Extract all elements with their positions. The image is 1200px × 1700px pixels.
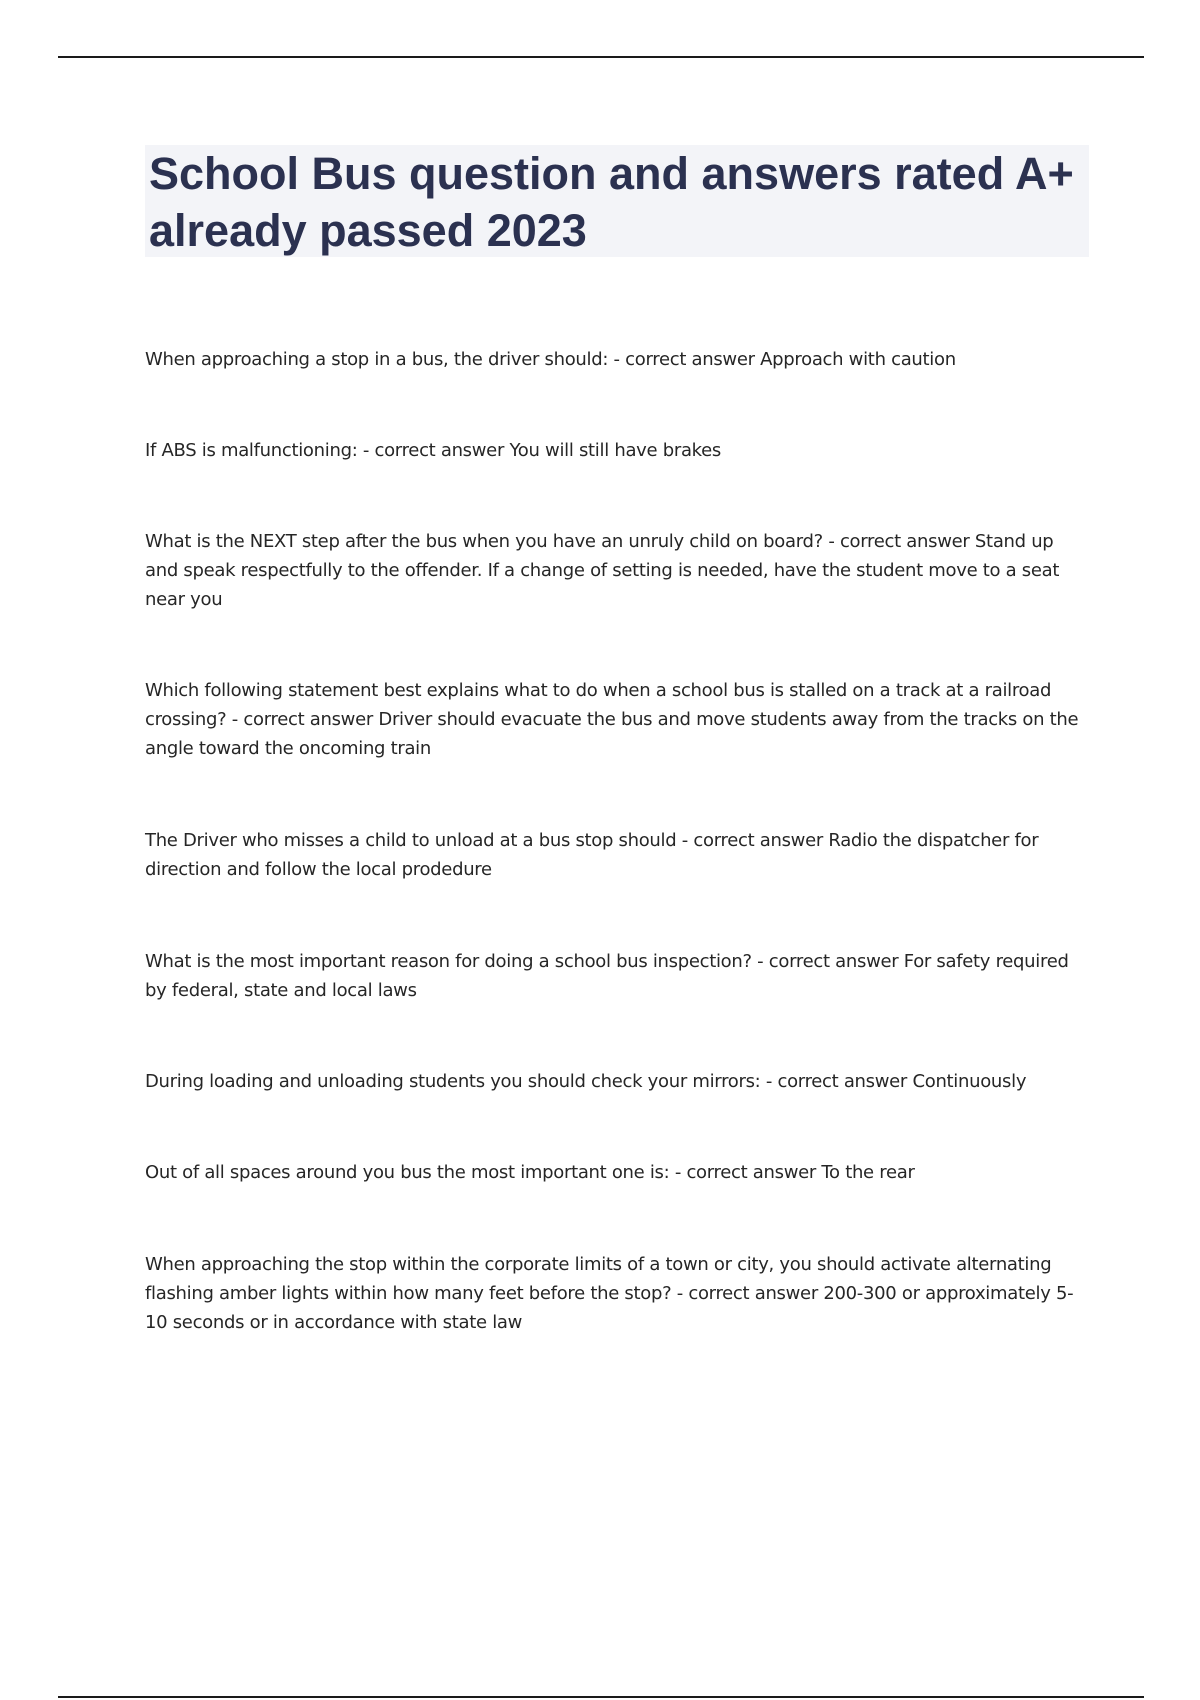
- top-divider: [58, 56, 1144, 58]
- title-banner: [145, 145, 1089, 257]
- bottom-divider: [58, 1696, 1144, 1698]
- qa-item-2: If ABS is malfunctioning: - correct answer You will still have brakes: [145, 440, 722, 461]
- qa-item-5: The Driver who misses a child to unload at a bus stop should - correct answer Radio the dispatcher for direction and follow the local prodedure: [145, 830, 1039, 880]
- document-title: School Bus question and answers rated A+ already passed 2023: [149, 148, 1074, 256]
- qa-item-9: When approaching the stop within the corporate limits of a town or city, you should activate alternating flashing amber lights within how many feet before the stop? - correct answer 200-300 or approximately 5-10 seconds or in accordance with state law: [145, 1254, 1074, 1333]
- qa-item-4: Which following statement best explains what to do when a school bus is stalled on a track at a railroad crossing? - correct answer Driver should evacuate the bus and move students away from the tracks on the angle toward the oncoming train: [145, 680, 1079, 759]
- qa-item-3: What is the NEXT step after the bus when you have an unruly child on board? - correct answer Stand up and speak respectfully to the offender. If a change of setting is needed, have the student move to a seat near you: [145, 531, 1060, 610]
- qa-item-7: During loading and unloading students you should check your mirrors: - correct answer Continuously: [145, 1071, 1027, 1092]
- qa-item-1: When approaching a stop in a bus, the driver should: - correct answer Approach with caution: [145, 349, 956, 370]
- qa-item-8: Out of all spaces around you bus the most important one is: - correct answer To the rear: [145, 1162, 915, 1183]
- qa-item-6: What is the most important reason for doing a school bus inspection? - correct answer For safety required by federal, state and local laws: [145, 951, 1069, 1001]
